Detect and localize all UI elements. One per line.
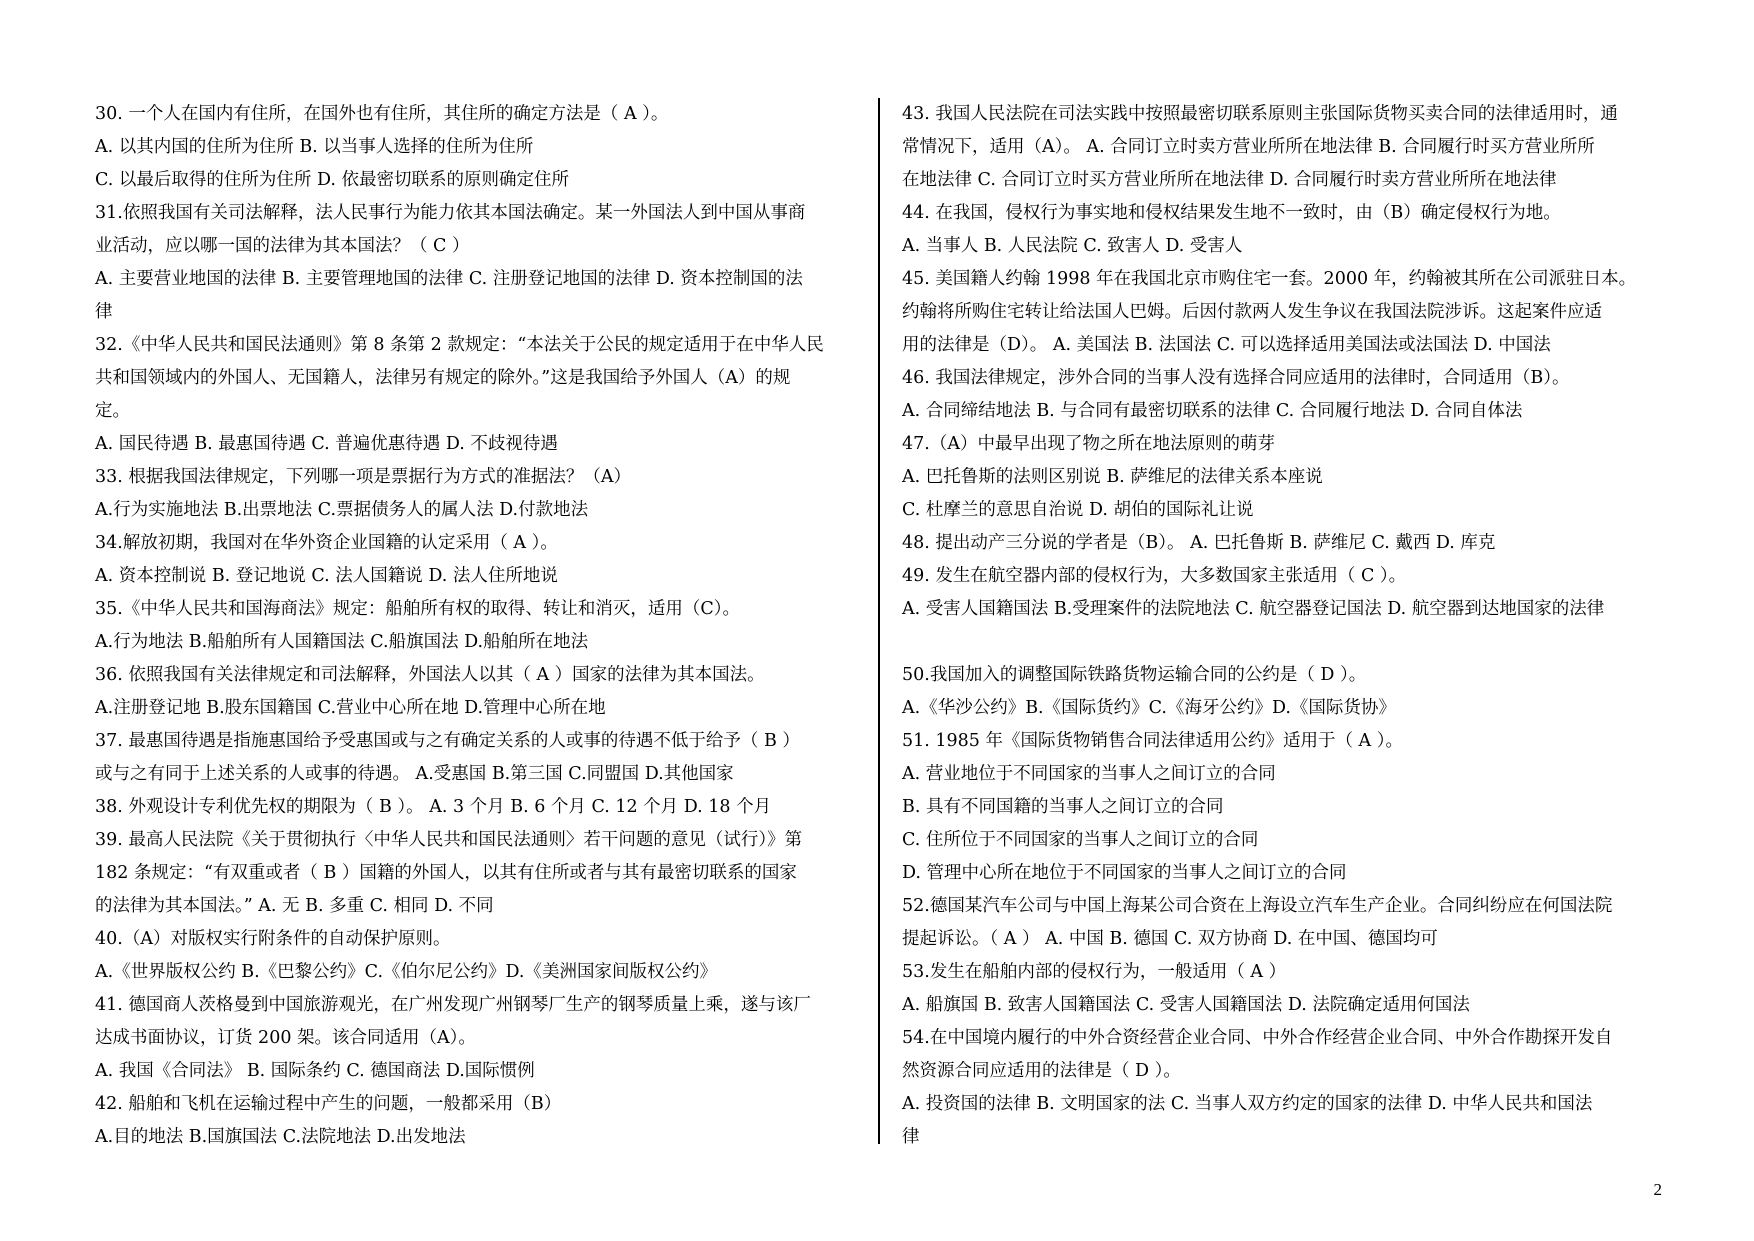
text-line: A.《华沙公约》B.《国际货约》C.《海牙公约》D.《国际货协》	[902, 698, 1396, 718]
right-column	[902, 98, 1674, 1154]
text-line: 46. 我国法律规定，涉外合同的当事人没有选择合同应适用的法律时，合同适用（B）。	[902, 368, 1570, 388]
text-line: 48. 提出动产三分说的学者是（B）。 A. 巴托鲁斯 B. 萨维尼 C. 戴西 D. 库克	[902, 533, 1496, 553]
text-line: A.行为实施地法 B.出票地法 C.票据债务人的属人法 D.付款地法	[95, 500, 589, 520]
text-line: 达成书面协议，订货 200 架。该合同适用（A）。	[95, 1028, 476, 1048]
text-line: A. 当事人 B. 人民法院 C. 致害人 D. 受害人	[902, 236, 1243, 256]
text-line: A.注册登记地 B.股东国籍国 C.营业中心所在地 D.管理中心所在地	[95, 698, 606, 718]
text-line: 在地法律 C. 合同订立时买方营业所所在地法律 D. 合同履行时卖方营业所所在地法律	[902, 170, 1557, 190]
text-line: 约翰将所购住宅转让给法国人巴姆。后因付款两人发生争议在我国法院涉诉。这起案件应适	[902, 302, 1602, 322]
text-line: 37. 最惠国待遇是指施惠国给予受惠国或与之有确定关系的人或事的待遇不低于给予（ B ）	[95, 731, 800, 751]
text-line: 共和国领域内的外国人、无国籍人，法律另有规定的除外。”这是我国给予外国人（A）的规	[95, 368, 791, 388]
text-line: A.目的地法 B.国旗国法 C.法院地法 D.出发地法	[95, 1127, 466, 1147]
text-line: A. 主要营业地国的法律 B. 主要管理地国的法律 C. 注册登记地国的法律 D. 资本控制国的法	[95, 269, 803, 289]
text-line: 47.（A）中最早出现了物之所在地法原则的萌芽	[902, 434, 1275, 454]
text-line: 32.《中华人民共和国民法通则》第 8 条第 2 款规定：“本法关于公民的规定适用于在中华人民	[95, 335, 824, 355]
text-line: 45. 美国籍人约翰 1998 年在我国北京市购住宅一套。2000 年，约翰被其所在公司派驻日本。	[902, 269, 1637, 289]
text-line: 律	[95, 302, 113, 322]
text-line: A. 我国《合同法》 B. 国际条约 C. 德国商法 D.国际惯例	[95, 1061, 535, 1081]
text-line: A. 国民待遇 B. 最惠国待遇 C. 普遍优惠待遇 D. 不歧视待遇	[95, 434, 558, 454]
left-column	[95, 98, 865, 1154]
text-line: 38. 外观设计专利优先权的期限为（ B ）。 A. 3 个月 B. 6 个月 C. 12 个月 D. 18 个月	[95, 797, 772, 817]
text-line: D. 管理中心所在地位于不同国家的当事人之间订立的合同	[902, 863, 1347, 883]
text-line: 41. 德国商人茨格曼到中国旅游观光，在广州发现广州钢琴厂生产的钢琴质量上乘，遂与该厂	[95, 995, 811, 1015]
text-line: A. 合同缔结地法 B. 与合同有最密切联系的法律 C. 合同履行地法 D. 合同自体法	[902, 401, 1523, 421]
text-line: A. 以其内国的住所为住所 B. 以当事人选择的住所为住所	[95, 137, 534, 157]
text-line: 50.我国加入的调整国际铁路货物运输合同的公约是（ D ）。	[902, 665, 1367, 685]
text-line: A. 巴托鲁斯的法则区别说 B. 萨维尼的法律关系本座说	[902, 467, 1323, 487]
text-line: A. 资本控制说 B. 登记地说 C. 法人国籍说 D. 法人住所地说	[95, 566, 558, 586]
text-line: A.行为地法 B.船舶所有人国籍国法 C.船旗国法 D.船舶所在地法	[95, 632, 589, 652]
text-line: 34.解放初期，我国对在华外资企业国籍的认定采用（ A ）。	[95, 533, 558, 553]
text-line: C. 住所位于不同国家的当事人之间订立的合同	[902, 830, 1259, 850]
text-line: 然资源合同应适用的法律是（ D ）。	[902, 1061, 1181, 1081]
text-line: 业活动，应以哪一国的法律为其本国法？（ C ）	[95, 236, 470, 256]
text-line: A. 船旗国 B. 致害人国籍国法 C. 受害人国籍国法 D. 法院确定适用何国法	[902, 995, 1470, 1015]
text-line: C. 杜摩兰的意思自治说 D. 胡伯的国际礼让说	[902, 500, 1254, 520]
text-line: B. 具有不同国籍的当事人之间订立的合同	[902, 797, 1224, 817]
text-line: 39. 最高人民法院《关于贯彻执行〈中华人民共和国民法通则〉若干问题的意见（试行）》第	[95, 830, 803, 850]
text-line: 42. 船舶和飞机在运输过程中产生的问题，一般都采用（B）	[95, 1094, 562, 1114]
text-line: 33. 根据我国法律规定，下列哪一项是票据行为方式的准据法？（A）	[95, 467, 632, 487]
text-line: 52.德国某汽车公司与中国上海某公司合资在上海设立汽车生产企业。合同纠纷应在何国法院	[902, 896, 1613, 916]
text-line: 提起诉讼。（ A ） A. 中国 B. 德国 C. 双方协商 D. 在中国、德国均可	[902, 929, 1438, 949]
text-line: 或与之有同于上述关系的人或事的待遇。 A.受惠国 B.第三国 C.同盟国 D.其他国家	[95, 764, 734, 784]
text-line: 的法律为其本国法。” A. 无 B. 多重 C. 相同 D. 不同	[95, 896, 494, 916]
text-line: A. 营业地位于不同国家的当事人之间订立的合同	[902, 764, 1276, 784]
text-line: 常情况下，适用（A）。 A. 合同订立时卖方营业所所在地法律 B. 合同履行时买方营业所所	[902, 137, 1595, 157]
text-line: A. 受害人国籍国法 B.受理案件的法院地法 C. 航空器登记国法 D. 航空器到达地国家的法律	[902, 599, 1605, 619]
blank-line	[902, 626, 1674, 659]
text-line: A. 投资国的法律 B. 文明国家的法 C. 当事人双方约定的国家的法律 D. 中华人民共和国法	[902, 1094, 1593, 1114]
text-line: 律	[902, 1127, 920, 1147]
text-line: 30. 一个人在国内有住所，在国外也有住所，其住所的确定方法是（ A ）。	[95, 104, 669, 124]
page-number: 2	[1653, 1180, 1662, 1199]
text-line: C. 以最后取得的住所为住所 D. 依最密切联系的原则确定住所	[95, 170, 569, 190]
text-line: 49. 发生在航空器内部的侵权行为，大多数国家主张适用（ C ）。	[902, 566, 1407, 586]
text-line: A.《世界版权公约 B.《巴黎公约》C.《伯尔尼公约》D.《美洲国家间版权公约》	[95, 962, 717, 982]
text-line: 54.在中国境内履行的中外合资经营企业合同、中外合作经营企业合同、中外合作勘探开发自	[902, 1028, 1613, 1048]
text-line: 43. 我国人民法院在司法实践中按照最密切联系原则主张国际货物买卖合同的法律适用时，通	[902, 104, 1618, 124]
text-line: 定。	[95, 401, 130, 421]
text-line: 51. 1985 年《国际货物销售合同法律适用公约》适用于（ A ）。	[902, 731, 1404, 751]
text-line: 53.发生在船舶内部的侵权行为，一般适用（ A ）	[902, 962, 1287, 982]
text-line: 35.《中华人民共和国海商法》规定：船舶所有权的取得、转让和消灭，适用（C）。	[95, 599, 740, 619]
text-line: 182 条规定：“有双重或者（ B ）国籍的外国人，以其有住所或者与其有最密切联系的国家	[95, 863, 797, 883]
text-line: 40.（A）对版权实行附条件的自动保护原则。	[95, 929, 451, 949]
text-line: 31.依照我国有关司法解释，法人民事行为能力依其本国法确定。某一外国法人到中国从事商	[95, 203, 806, 223]
text-line: 36. 依照我国有关法律规定和司法解释，外国法人以其（ A ）国家的法律为其本国法。	[95, 665, 765, 685]
text-line: 44. 在我国，侵权行为事实地和侵权结果发生地不一致时，由（B）确定侵权行为地。	[902, 203, 1561, 223]
text-line: 用的法律是（D）。 A. 美国法 B. 法国法 C. 可以选择适用美国法或法国法 D. 中国法	[902, 335, 1551, 355]
column-divider	[878, 98, 880, 1144]
